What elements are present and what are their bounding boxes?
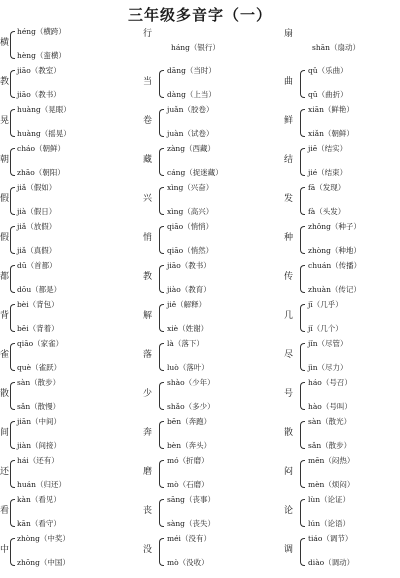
entry <box>143 534 278 570</box>
brace <box>300 70 305 98</box>
reading-2: sàng（丧失） <box>167 519 215 528</box>
entry <box>143 495 278 531</box>
brace <box>159 343 164 371</box>
brace <box>10 343 15 371</box>
reading-1: jiǎ（假如） <box>17 183 57 192</box>
brace <box>159 460 164 488</box>
reading-2: bèn（奔头） <box>167 441 212 450</box>
brace <box>10 538 15 566</box>
reading-2: jiāo（教书） <box>17 90 61 99</box>
reading-1: jiě（解释） <box>167 300 207 309</box>
brace <box>300 421 305 449</box>
reading-1: tiáo（调节） <box>308 534 353 543</box>
brace <box>159 421 164 449</box>
entry <box>284 456 400 492</box>
entry <box>143 456 278 492</box>
entry <box>284 378 400 414</box>
brace <box>159 70 164 98</box>
reading-1: dāng（当时） <box>167 66 216 75</box>
reading-1: sàn（散步） <box>17 378 61 387</box>
brace <box>159 148 164 176</box>
reading-2: sǎn（散慢） <box>17 402 61 411</box>
brace <box>159 109 164 137</box>
brace <box>10 226 15 254</box>
brace <box>300 187 305 215</box>
character: 背 <box>0 311 10 321</box>
brace <box>10 31 15 59</box>
character: 发 <box>284 194 294 204</box>
entry <box>284 27 400 63</box>
entry <box>0 144 130 180</box>
reading-1: zhǒng（种子） <box>308 222 361 231</box>
character: 散 <box>0 389 10 399</box>
reading-2: jǐ（几个） <box>308 324 343 333</box>
reading-2: lún（论语） <box>308 519 351 528</box>
character: 调 <box>284 545 294 555</box>
entry <box>143 261 278 297</box>
entry <box>143 417 278 453</box>
entry <box>0 417 130 453</box>
brace <box>300 460 305 488</box>
brace <box>300 265 305 293</box>
entry <box>0 456 130 492</box>
brace <box>159 187 164 215</box>
reading-2: jìn（尽力） <box>308 363 348 372</box>
character: 行 <box>143 29 153 39</box>
reading-2: shān（扇动） <box>312 43 360 52</box>
reading-2: xiè（姓谢） <box>167 324 209 333</box>
reading-1: zhòng（中奖） <box>17 534 70 543</box>
reading-2: xìng（高兴） <box>167 207 214 216</box>
entry <box>143 378 278 414</box>
page-title: 三年级多音字（一） <box>127 6 272 24</box>
character: 解 <box>143 311 153 321</box>
reading-1: fā（发现） <box>308 183 346 192</box>
reading-1: chuán（传播） <box>308 261 362 270</box>
reading-2: zhuàn（传记） <box>308 285 361 294</box>
character: 结 <box>284 155 294 165</box>
reading-2: juàn（试卷） <box>167 129 214 138</box>
entry <box>284 300 400 336</box>
entry <box>284 66 400 102</box>
reading-1: cháo（朝鲜） <box>17 144 66 153</box>
reading-1: là（落下） <box>167 339 204 348</box>
character: 看 <box>0 506 10 516</box>
brace <box>300 538 305 566</box>
brace <box>10 421 15 449</box>
reading-1: méi（没有） <box>167 534 211 543</box>
entry <box>143 339 278 375</box>
reading-2: zhōng（中国） <box>17 558 70 567</box>
brace <box>300 382 305 410</box>
entry <box>284 417 400 453</box>
entry <box>284 183 400 219</box>
reading-1: jǐn（尽管） <box>308 339 348 348</box>
character: 没 <box>143 545 153 555</box>
entry <box>284 105 400 141</box>
entry <box>0 183 130 219</box>
reading-2: kān（看守） <box>17 519 61 528</box>
reading-1: huàng（晃眼） <box>17 105 71 114</box>
brace <box>159 304 164 332</box>
reading-1: bèi（背包） <box>17 300 59 309</box>
reading-2: mò（石磨） <box>167 480 209 489</box>
reading-2: què（雀跃） <box>17 363 62 372</box>
character: 散 <box>284 428 294 438</box>
brace <box>159 538 164 566</box>
character: 卷 <box>143 116 153 126</box>
brace <box>10 187 15 215</box>
entry <box>143 66 278 102</box>
reading-2: jià（假日） <box>17 207 57 216</box>
reading-2: jiàn（间接） <box>17 441 62 450</box>
entry <box>0 66 130 102</box>
reading-1: lùn（论证） <box>308 495 351 504</box>
brace <box>10 265 15 293</box>
character: 还 <box>0 467 10 477</box>
reading-1: bēn（奔跑） <box>167 417 212 426</box>
reading-2: dàng（上当） <box>167 90 216 99</box>
character: 尽 <box>284 350 294 360</box>
brace <box>10 382 15 410</box>
reading-1: jiǎ（放假） <box>17 222 57 231</box>
reading-1: mēn（闷热） <box>308 456 355 465</box>
brace <box>10 460 15 488</box>
reading-1: qǔ（乐曲） <box>308 66 348 75</box>
reading-1: jiē（结实） <box>308 144 348 153</box>
character: 都 <box>0 272 10 282</box>
reading-2: bēi（背着） <box>17 324 59 333</box>
reading-1: jiāo（教书） <box>167 261 211 270</box>
character: 扇 <box>284 29 294 39</box>
character: 假 <box>0 194 10 204</box>
reading-1: zàng（西藏） <box>167 144 216 153</box>
reading-2: háng（银行） <box>171 43 220 52</box>
reading-2: huàng（摇晃） <box>17 129 71 138</box>
entry <box>143 183 278 219</box>
reading-1: qiāo（家雀） <box>17 339 64 348</box>
character: 晃 <box>0 116 10 126</box>
entry <box>284 339 400 375</box>
character: 号 <box>284 389 294 399</box>
reading-2: luò（落叶） <box>167 363 209 372</box>
entry <box>284 144 400 180</box>
character: 悄 <box>143 233 153 243</box>
reading-2: qū（曲折） <box>308 90 348 99</box>
brace <box>300 343 305 371</box>
character: 教 <box>0 77 10 87</box>
entry <box>0 261 130 297</box>
reading-1: juǎn（胶卷） <box>167 105 214 114</box>
reading-2: jié（结束） <box>308 168 348 177</box>
character: 当 <box>143 77 153 87</box>
entry <box>143 27 278 63</box>
entry <box>0 378 130 414</box>
reading-1: jī（几乎） <box>308 300 343 309</box>
character: 横 <box>0 38 10 48</box>
character: 曲 <box>284 77 294 87</box>
brace <box>159 265 164 293</box>
reading-1: sāng（丧事） <box>167 495 215 504</box>
brace <box>300 226 305 254</box>
character: 闷 <box>284 467 294 477</box>
brace <box>10 499 15 527</box>
reading-2: qiāo（悄然） <box>167 246 214 255</box>
reading-2: hèng（蛮横） <box>17 51 66 60</box>
character: 朝 <box>0 155 10 165</box>
character: 间 <box>0 428 10 438</box>
reading-2: hào（号叫） <box>308 402 352 411</box>
reading-1: sàn（散光） <box>308 417 352 426</box>
reading-2: dōu（都是） <box>17 285 62 294</box>
entry <box>0 534 130 570</box>
reading-1: dū（首都） <box>17 261 57 270</box>
reading-2: cáng（捉迷藏） <box>167 168 223 177</box>
reading-2: diào（调动） <box>308 558 355 567</box>
reading-1: hái（还有） <box>17 456 59 465</box>
reading-2: shǎo（多少） <box>167 402 215 411</box>
brace <box>10 148 15 176</box>
reading-1: jiāo（教室） <box>17 66 61 75</box>
reading-1: háo（号召） <box>308 378 352 387</box>
reading-2: mò（没收） <box>167 558 209 567</box>
brace <box>159 499 164 527</box>
brace <box>10 70 15 98</box>
entry <box>143 300 278 336</box>
entry <box>0 105 130 141</box>
entry <box>0 339 130 375</box>
character: 假 <box>0 233 10 243</box>
brace <box>10 109 15 137</box>
reading-2: jiǎ（真假） <box>17 246 57 255</box>
brace <box>300 109 305 137</box>
reading-1: xiān（鲜艳） <box>308 105 354 114</box>
reading-1: kàn（看见） <box>17 495 61 504</box>
character: 藏 <box>143 155 153 165</box>
character: 磨 <box>143 467 153 477</box>
reading-2: mèn（烦闷） <box>308 480 355 489</box>
reading-1: héng（横跨） <box>17 27 66 36</box>
entry <box>143 222 278 258</box>
entry <box>143 105 278 141</box>
reading-1: qiāo（悄悄） <box>167 222 214 231</box>
entry <box>284 222 400 258</box>
reading-2: zhòng（种地） <box>308 246 361 255</box>
brace <box>300 304 305 332</box>
entry <box>143 144 278 180</box>
brace <box>300 148 305 176</box>
character: 鲜 <box>284 116 294 126</box>
character: 种 <box>284 233 294 243</box>
character: 论 <box>284 506 294 516</box>
entry <box>284 534 400 570</box>
character: 教 <box>143 272 153 282</box>
entry <box>0 27 130 63</box>
character: 落 <box>143 350 153 360</box>
reading-2: huán（归还） <box>17 480 66 489</box>
entry <box>0 495 130 531</box>
brace <box>159 226 164 254</box>
brace <box>10 304 15 332</box>
character: 传 <box>284 272 294 282</box>
character: 少 <box>143 389 153 399</box>
brace <box>159 382 164 410</box>
brace <box>300 499 305 527</box>
entry <box>0 222 130 258</box>
character: 奔 <box>143 428 153 438</box>
reading-1: mó（折磨） <box>167 456 209 465</box>
character: 雀 <box>0 350 10 360</box>
character: 中 <box>0 545 10 555</box>
entry <box>0 300 130 336</box>
reading-2: fà（头发） <box>308 207 346 216</box>
reading-2: jiào（教育） <box>167 285 211 294</box>
entry <box>284 261 400 297</box>
character: 几 <box>284 311 294 321</box>
character: 兴 <box>143 194 153 204</box>
reading-2: xiǎn（朝鲜） <box>308 129 354 138</box>
reading-1: jiān（中间） <box>17 417 62 426</box>
reading-2: zhāo（朝阳） <box>17 168 65 177</box>
character: 丧 <box>143 506 153 516</box>
reading-2: sǎn（散步） <box>308 441 352 450</box>
entry <box>284 495 400 531</box>
reading-1: shào（少年） <box>167 378 215 387</box>
reading-1: xìng（兴奋） <box>167 183 214 192</box>
